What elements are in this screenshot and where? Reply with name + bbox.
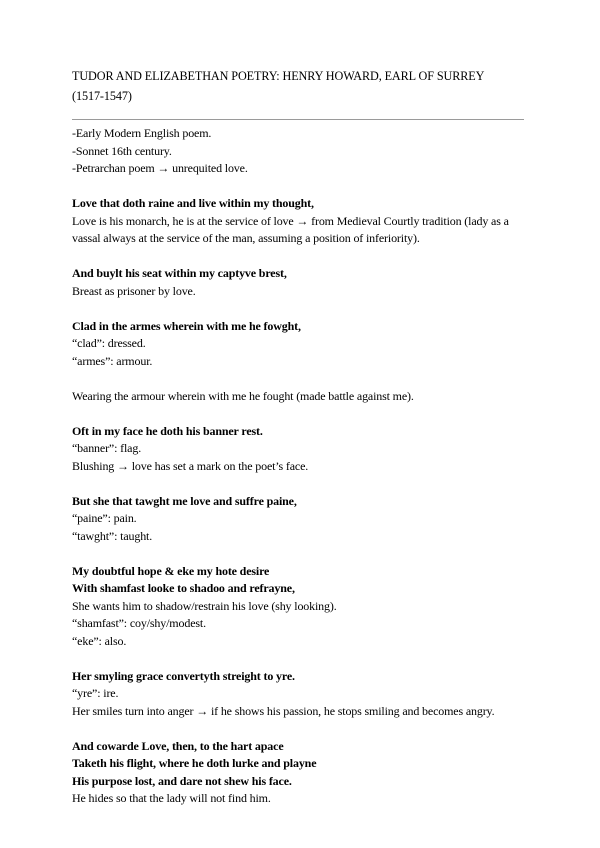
note-line: “shamfast”: coy/shy/modest. [72,616,206,630]
verse-line: Love that doth raine and live within my thought, [72,196,314,210]
document-page [72,66,532,808]
intro-line: -Sonnet 16th century. [72,143,172,158]
document-title-line-2: (1517-1547) [72,89,132,103]
verse-line: His purpose lost, and dare not shew his face. [72,773,292,788]
note-line: She wants him to shadow/restrain his love (shy looking). [72,598,337,613]
intro-line: -Early Modern English poem. [72,126,212,140]
document-title-line-1: TUDOR AND ELIZABETHAN POETRY: HENRY HOWARD, EARL OF SURREY [72,69,485,83]
note-line: Love is his monarch, he is at the service of love → from Medieval Courtly tradition (lady as a vassal always at the service of the man, assuming a position of inferiority). [72,213,509,245]
horizontal-rule [72,119,524,120]
verse-line: Oft in my face he doth his banner rest. [72,423,263,438]
verse-line: And buylt his seat within my captyve brest, [72,266,287,280]
note-line: Wearing the armour wherein with me he fought (made battle against me). [72,388,414,403]
note-line: “yre”: ire. [72,686,119,700]
verse-line: Taketh his flight, where he doth lurke and playne [72,756,317,770]
verse-line: And cowarde Love, then, to the hart apace [72,738,284,753]
note-line: Blushing → love has set a mark on the poet’s face. [72,458,309,473]
verse-line: My doubtful hope & eke my hote desire [72,563,270,578]
note-line: “eke”: also. [72,633,127,648]
verse-line: Her smyling grace convertyth streight to yre. [72,668,295,683]
note-line: “paine”: pain. [72,511,137,525]
note-line: Breast as prisoner by love. [72,283,196,298]
note-line: “tawght”: taught. [72,528,153,543]
note-line: “clad”: dressed. [72,336,146,350]
intro-line: -Petrarchan poem → unrequited love. [72,161,248,175]
verse-line: With shamfast looke to shadoo and refrayne, [72,581,295,595]
verse-line: But she that tawght me love and suffre paine, [72,493,297,508]
note-line: “banner”: flag. [72,441,142,455]
note-line: He hides so that the lady will not find him. [72,791,271,805]
verse-line: Clad in the armes wherein with me he fowght, [72,318,301,333]
note-line: Her smiles turn into anger → if he shows his passion, he stops smiling and becomes angry. [72,703,495,718]
note-line: “armes”: armour. [72,353,153,368]
